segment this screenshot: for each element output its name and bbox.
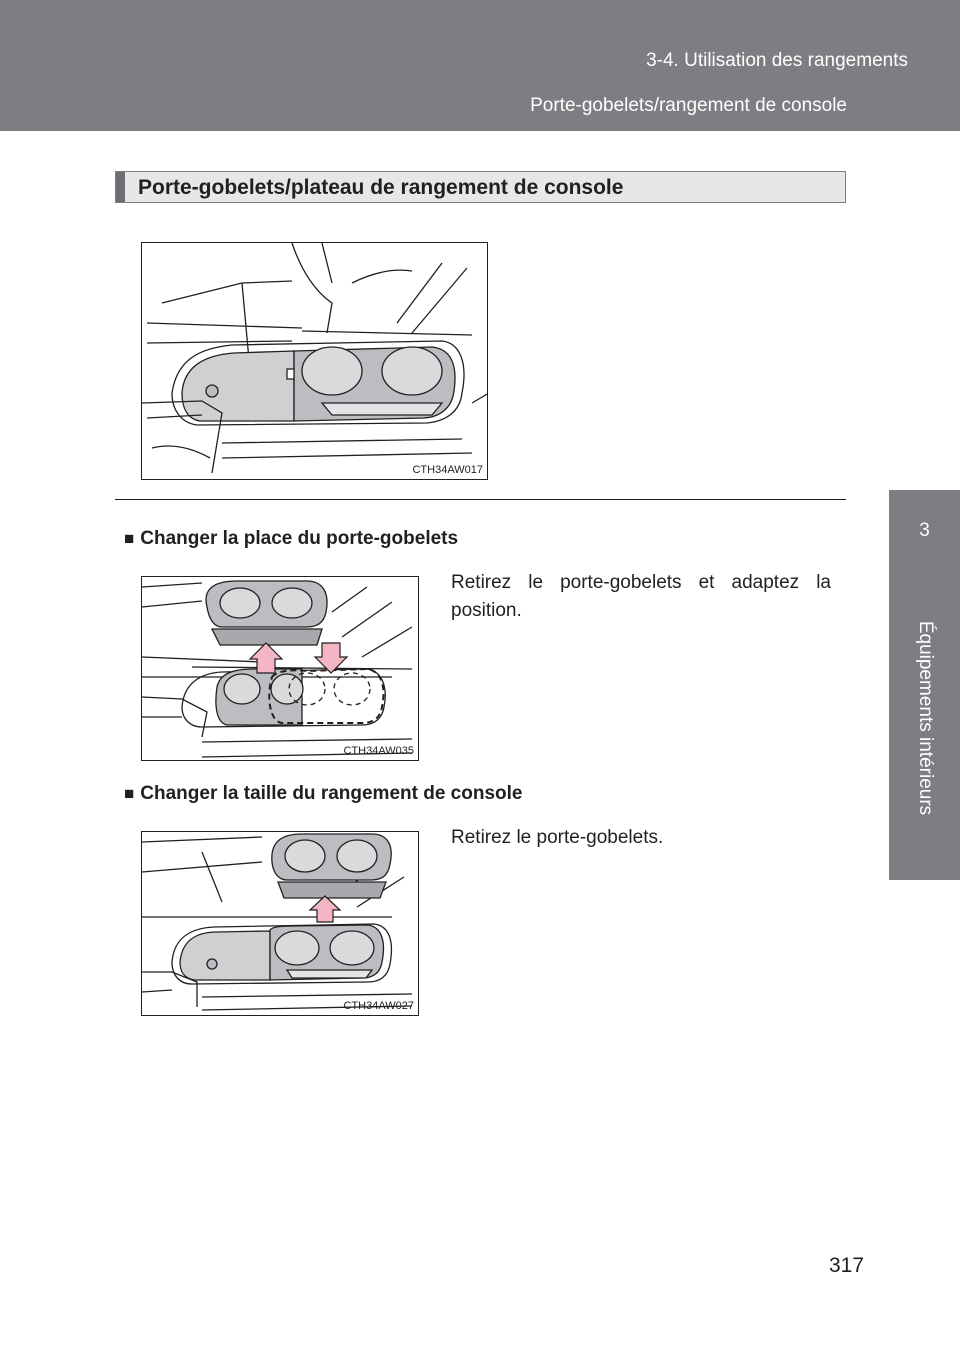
title-accent [116,172,125,202]
console-illustration [142,243,488,480]
subsection-title: Porte-gobelets/rangement de console [530,95,847,116]
section-body-text: Retirez le porte-gobelets. [451,827,664,848]
divider-rule [115,499,846,500]
page-header [0,0,960,131]
section-heading-text: Changer la taille du rangement de console [140,783,523,804]
section-title: 3-4. Utilisation des rangements [646,50,908,71]
section-heading [124,783,522,805]
figure-code: CTH34AW027 [343,1000,414,1012]
figure-console-overview [141,242,488,480]
page-title: Porte-gobelets/plateau de rangement de console [138,176,624,199]
chapter-number: 3 [919,520,930,541]
section-heading [124,528,458,550]
figure-change-position [141,576,419,761]
chapter-tab [889,490,960,880]
reposition-illustration [142,577,419,761]
figure-code: CTH34AW017 [412,464,483,476]
section-marker: ■ [124,784,135,803]
page-number: 317 [829,1254,865,1277]
title-bar [115,171,846,203]
chapter-label: Équipements intérieurs [914,620,936,816]
resize-illustration [142,832,419,1016]
figure-code: CTH34AW035 [343,745,414,757]
section-marker: ■ [124,529,135,548]
section-body-text: Retirez le porte-gobelets et adaptez la position. [451,572,831,621]
figure-change-size [141,831,419,1016]
section-heading-text: Changer la place du porte-gobelets [140,528,459,549]
